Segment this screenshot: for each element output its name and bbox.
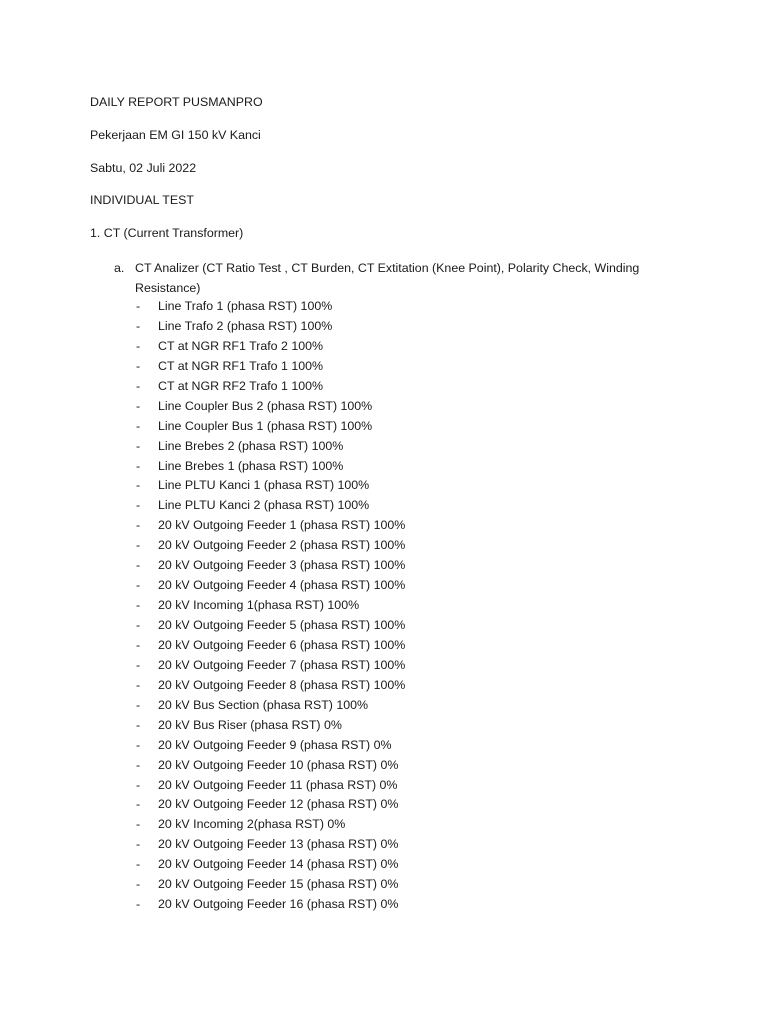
list-bullet: - xyxy=(136,797,141,812)
list-item-text: 20 kV Outgoing Feeder 11 (phasa RST) 0% xyxy=(158,777,398,792)
list-item xyxy=(136,596,405,616)
list-item xyxy=(136,457,405,477)
list-bullet: - xyxy=(136,598,141,613)
list-item xyxy=(136,397,405,417)
list-item xyxy=(136,417,405,437)
list-item-text: 20 kV Outgoing Feeder 12 (phasa RST) 0% xyxy=(158,797,399,812)
list-item-text: 20 kV Bus Riser (phasa RST) 0% xyxy=(158,717,342,732)
list-item-text: 20 kV Outgoing Feeder 2 (phasa RST) 100% xyxy=(158,538,406,553)
list-item-text: 20 kV Outgoing Feeder 14 (phasa RST) 0% xyxy=(158,857,399,872)
list-item-text: 20 kV Outgoing Feeder 16 (phasa RST) 0% xyxy=(158,897,399,912)
list-item xyxy=(136,835,405,855)
list-item xyxy=(136,815,405,835)
list-bullet: - xyxy=(136,697,141,712)
list-item xyxy=(136,616,405,636)
list-item-text: 20 kV Outgoing Feeder 3 (phasa RST) 100% xyxy=(158,558,406,573)
list-item xyxy=(136,437,405,457)
list-item xyxy=(136,536,405,556)
list-bullet: - xyxy=(136,837,141,852)
list-bullet: - xyxy=(136,538,141,553)
list-item-text: Line Trafo 1 (phasa RST) 100% xyxy=(158,299,333,313)
list-item xyxy=(136,576,405,596)
test-item-list xyxy=(136,297,405,915)
list-bullet: - xyxy=(136,358,141,373)
list-item-text: Line Coupler Bus 2 (phasa RST) 100% xyxy=(158,398,373,413)
list-bullet: - xyxy=(136,418,141,433)
list-item xyxy=(136,297,405,317)
list-item-text: 20 kV Outgoing Feeder 4 (phasa RST) 100% xyxy=(158,578,406,593)
list-bullet: - xyxy=(136,578,141,593)
list-item-text: 20 kV Outgoing Feeder 8 (phasa RST) 100% xyxy=(158,677,406,692)
list-item-text: 20 kV Incoming 2(phasa RST) 0% xyxy=(158,817,346,832)
list-item-text: CT at NGR RF1 Trafo 2 100% xyxy=(158,338,324,353)
list-bullet: - xyxy=(136,657,141,672)
report-title: DAILY REPORT PUSMANPRO xyxy=(90,95,263,109)
list-bullet: - xyxy=(136,398,141,413)
subsection-text: CT Analizer (CT Ratio Test , CT Burden, CT Extitation (Knee Point), Polarity Check, Winding Resistance) xyxy=(135,261,640,295)
list-item-text: Line Brebes 2 (phasa RST) 100% xyxy=(158,438,344,453)
list-bullet: - xyxy=(136,498,141,513)
project-name: Pekerjaan EM GI 150 kV Kanci xyxy=(90,128,261,142)
list-item xyxy=(136,776,405,796)
list-item xyxy=(136,756,405,776)
list-bullet: - xyxy=(136,717,141,732)
list-bullet: - xyxy=(136,677,141,692)
list-item xyxy=(136,696,405,716)
list-item-text: 20 kV Outgoing Feeder 13 (phasa RST) 0% xyxy=(158,837,399,852)
list-item xyxy=(136,716,405,736)
list-bullet: - xyxy=(136,618,141,632)
list-item xyxy=(136,736,405,756)
list-item xyxy=(136,476,405,496)
list-item-text: Line Coupler Bus 1 (phasa RST) 100% xyxy=(158,418,373,433)
list-item xyxy=(136,636,405,656)
list-bullet: - xyxy=(136,378,141,393)
list-item-text: 20 kV Outgoing Feeder 5 (phasa RST) 100% xyxy=(158,618,406,632)
list-bullet: - xyxy=(136,637,141,652)
list-item-text: Line Trafo 2 (phasa RST) 100% xyxy=(158,318,333,333)
subsection-marker: a. xyxy=(114,261,125,275)
list-bullet: - xyxy=(136,438,141,453)
list-bullet: - xyxy=(136,518,141,533)
list-bullet: - xyxy=(136,817,141,832)
list-item-text: Line PLTU Kanci 2 (phasa RST) 100% xyxy=(158,498,370,513)
list-item-text: 20 kV Incoming 1(phasa RST) 100% xyxy=(158,598,360,613)
list-item xyxy=(136,556,405,576)
list-item-text: 20 kV Outgoing Feeder 9 (phasa RST) 0% xyxy=(158,737,392,752)
list-bullet: - xyxy=(136,338,141,353)
list-item-text: Line PLTU Kanci 1 (phasa RST) 100% xyxy=(158,478,370,493)
list-bullet: - xyxy=(136,478,141,493)
list-item-text: 20 kV Bus Section (phasa RST) 100% xyxy=(158,697,369,712)
list-item-text: 20 kV Outgoing Feeder 6 (phasa RST) 100% xyxy=(158,637,406,652)
list-item-text: 20 kV Outgoing Feeder 7 (phasa RST) 100% xyxy=(158,657,406,672)
list-bullet: - xyxy=(136,857,141,872)
list-bullet: - xyxy=(136,877,141,892)
list-item xyxy=(136,676,405,696)
list-item-text: 20 kV Outgoing Feeder 15 (phasa RST) 0% xyxy=(158,877,399,892)
list-item xyxy=(136,795,405,815)
section-heading: 1. CT (Current Transformer) xyxy=(90,226,244,240)
report-date: Sabtu, 02 Juli 2022 xyxy=(90,161,197,175)
list-item-text: 20 kV Outgoing Feeder 10 (phasa RST) 0% xyxy=(158,757,399,772)
list-bullet: - xyxy=(136,558,141,573)
list-item xyxy=(136,496,405,516)
list-item xyxy=(136,357,405,377)
list-item xyxy=(136,516,405,536)
list-bullet: - xyxy=(136,299,141,313)
list-item xyxy=(136,337,405,357)
list-item xyxy=(136,855,405,875)
list-item-text: CT at NGR RF1 Trafo 1 100% xyxy=(158,358,324,373)
section-title: INDIVIDUAL TEST xyxy=(90,193,194,207)
list-item-text: CT at NGR RF2 Trafo 1 100% xyxy=(158,378,324,393)
list-item xyxy=(136,317,405,337)
list-bullet: - xyxy=(136,737,141,752)
list-item-text: 20 kV Outgoing Feeder 1 (phasa RST) 100% xyxy=(158,518,406,533)
list-bullet: - xyxy=(136,777,141,792)
list-item-text: Line Brebes 1 (phasa RST) 100% xyxy=(158,458,344,473)
list-item xyxy=(136,656,405,676)
list-item xyxy=(136,377,405,397)
list-bullet: - xyxy=(136,757,141,772)
list-bullet: - xyxy=(136,318,141,333)
list-bullet: - xyxy=(136,897,141,912)
subsection xyxy=(114,258,654,298)
list-item xyxy=(136,895,405,915)
list-bullet: - xyxy=(136,458,141,473)
list-item xyxy=(136,875,405,895)
